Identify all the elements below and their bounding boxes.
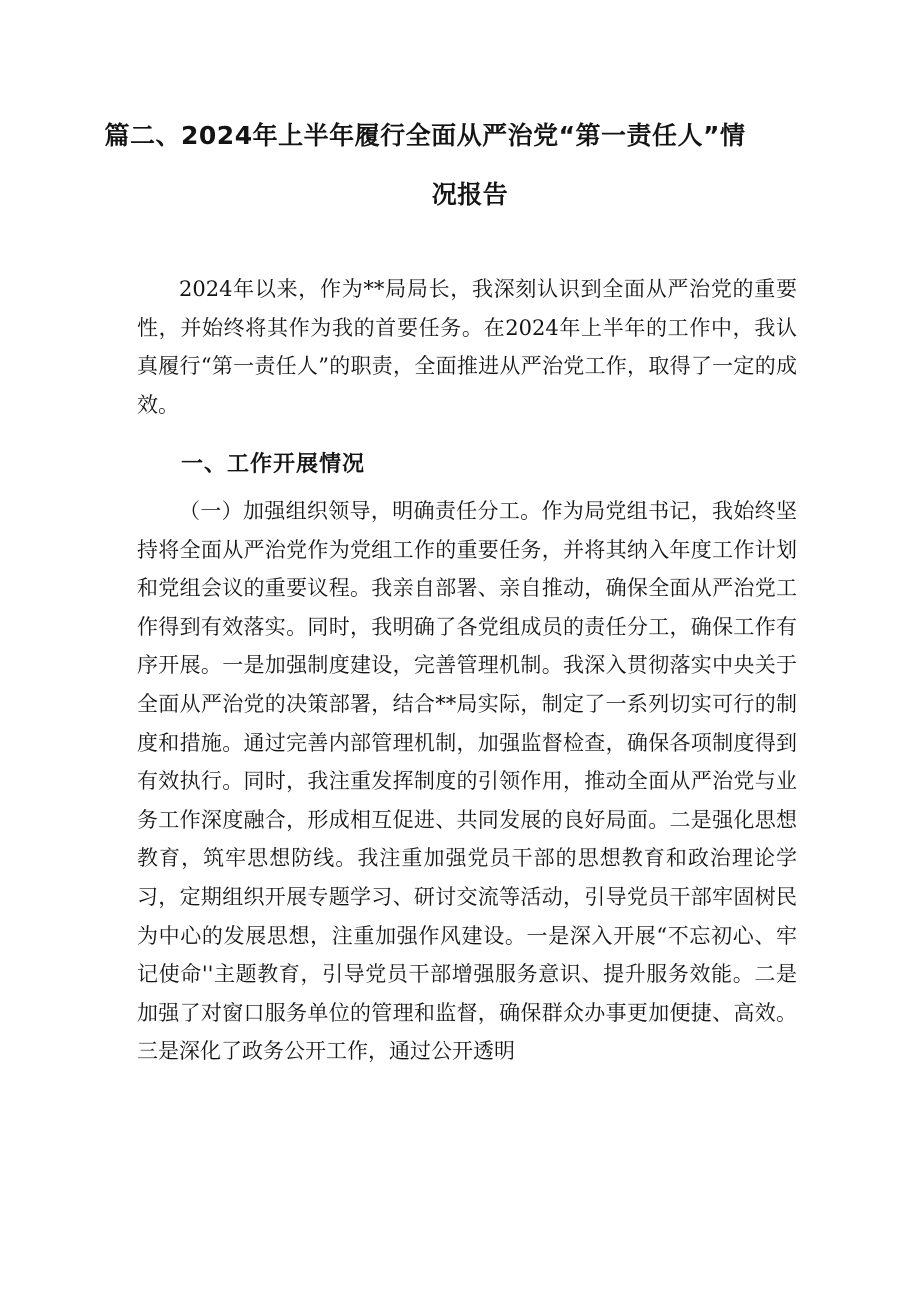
document-title-line-2: 况报告 [431,180,509,209]
document-title-line-1: 篇二、2024年上半年履行全面从严治党“第一责任人”情 [104,121,746,150]
intro-paragraph: 2024年以来，作为**局局长，我深刻认识到全面从严治党的重要性，并始终将其作为我的首要任务。在2024年上半年的工作中，我认真履行“第一责任人”的职责，全面推进从严治党工作，取得了一定的成效。 [137,277,797,417]
section-heading-work-progress: 一、工作开展情况 [181,452,366,477]
section-paragraph-organization: （一）加强组织领导，明确责任分工。作为局党组书记，我始终坚持将全面从严治党作为党组工作的重要任务，并将其纳入年度工作计划和党组会议的重要议程。我亲自部署、亲自推动，确保全面从严治党工作得到有效落实。同时，我明确了各党组成员的责任分工，确保工作有序开展。一是加强制度建设，完善管理机制。我深入贯彻落实中央关于全面从严治党的决策部署，结合**局实际，制定了一系列切实可行的制度和措施。通过完善内部管理机制，加强监督检查，确保各项制度得到有效执行。同时，我注重发挥制度的引领作用，推动全面从严治党与业务工作深度融合，形成相互促进、共同发展的良好局面。二是强化思想教育，筑牢思想防线。我注重加强党员干部的思想教育和政治理论学习，定期组织开展专题学习、研讨交流等活动，引导党员干部牢固树民为中心的发展思想，注重加强作风建设。一是深入开展“不忘初心、牢记使命''主题教育，引导党员干部增强服务意识、提升服务效能。二是加强了对窗口服务单位的管理和监督，确保群众办事更加便捷、高效。三是深化了政务公开工作，通过公开透明 [137,499,797,1064]
